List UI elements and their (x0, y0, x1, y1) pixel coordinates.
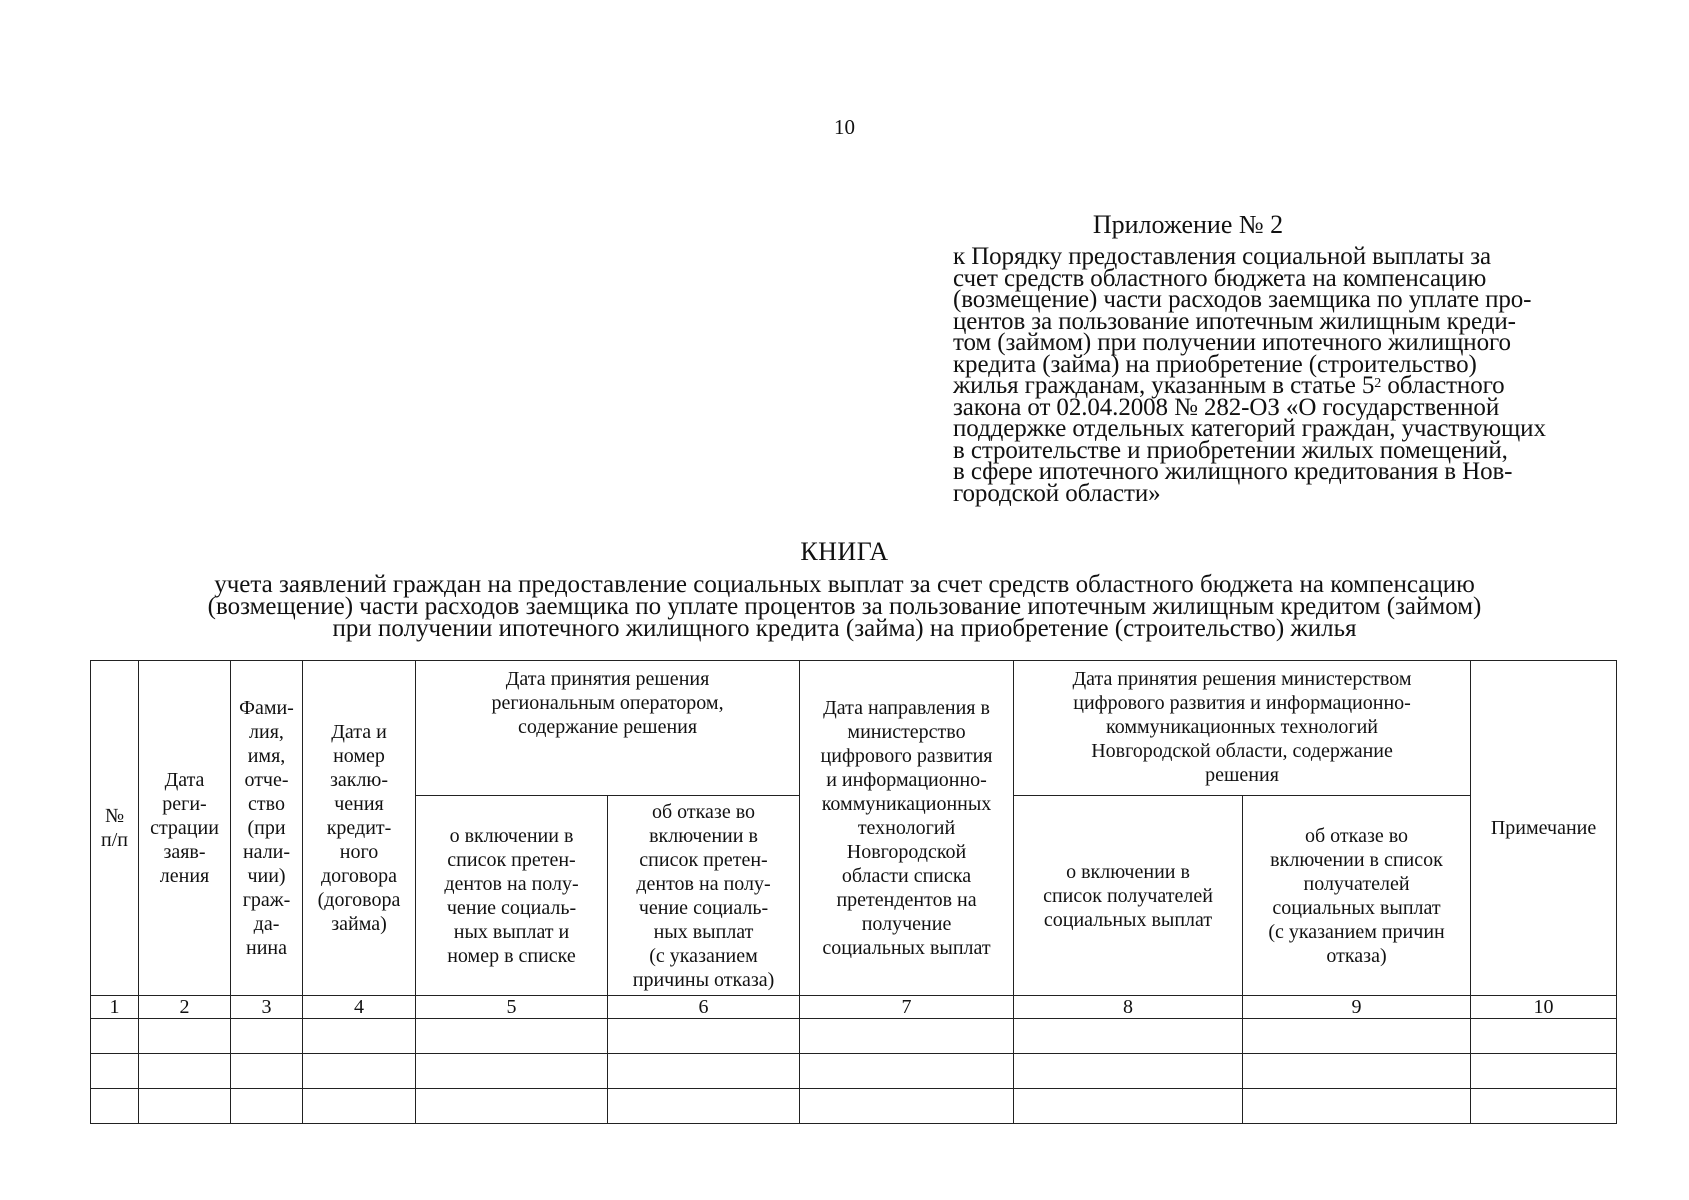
table-cell (1014, 1089, 1243, 1124)
table-cell (1014, 1019, 1243, 1054)
table-cell (91, 1089, 139, 1124)
table-cell (800, 1019, 1014, 1054)
table-cell (303, 1054, 416, 1089)
table-row (91, 1054, 1617, 1089)
superscript: 2 (1374, 376, 1382, 391)
table-cell (139, 1089, 231, 1124)
table-cell (231, 1019, 303, 1054)
column-number: 5 (416, 996, 608, 1019)
appendix-line: счет средств областного бюджета на компенсацию (953, 264, 1487, 292)
appendix-line: в сфере ипотечного жилищного кредитования в Нов- (953, 458, 1513, 485)
table-cell (1471, 1019, 1617, 1054)
column-number: 8 (1014, 996, 1243, 1019)
column-number: 6 (608, 996, 800, 1019)
book-subtitle-line: (возмещение) части расходов заемщика по уплате процентов за пользование ипотечным жилищным кредитом (займом) (207, 593, 1482, 620)
table-cell (1471, 1054, 1617, 1089)
page-number: 10 (834, 115, 855, 139)
table-row (91, 1089, 1617, 1124)
table-cell (303, 1019, 416, 1054)
table-cell (1243, 1089, 1471, 1124)
register-table (90, 660, 1617, 1124)
header-registration-date: Дата реги- страции заяв- ления (139, 661, 231, 996)
table-cell (231, 1054, 303, 1089)
appendix-title: Приложение № 2 (1092, 210, 1284, 239)
table-row (91, 1019, 1617, 1054)
appendix-line: городской области» (953, 479, 1161, 507)
table-cell (1243, 1054, 1471, 1089)
table-cell (800, 1089, 1014, 1124)
header-note: Примечание (1471, 661, 1617, 996)
table-cell (91, 1054, 139, 1089)
book-subtitle (0, 571, 1689, 642)
table-cell (416, 1019, 608, 1054)
header-ministry-inclusion: о включении в список получателей социальных выплат (1014, 796, 1243, 996)
table-cell (416, 1089, 608, 1124)
appendix-text (953, 243, 1613, 507)
appendix-line: центов за пользование ипотечным жилищным креди- (953, 307, 1516, 335)
table-cell (608, 1019, 800, 1054)
column-number-row (91, 996, 1617, 1019)
book-subtitle-line: учета заявлений граждан на предоставление социальных выплат за счет средств областного бюджета на компенсацию (214, 571, 1475, 598)
table-cell (139, 1019, 231, 1054)
header-ministry-refusal: об отказе во включении в список получателей социальных выплат (с указанием причин отказа) (1243, 796, 1471, 996)
column-number: 3 (231, 996, 303, 1019)
table-cell (1471, 1089, 1617, 1124)
appendix-line: (возмещение) части расходов заемщика по уплате про- (953, 286, 1532, 313)
table-cell (231, 1089, 303, 1124)
table-cell (91, 1019, 139, 1054)
table-cell (139, 1054, 231, 1089)
table-cell (800, 1054, 1014, 1089)
column-number: 7 (800, 996, 1014, 1019)
appendix-line: поддержке отдельных категорий граждан, участвующих (953, 415, 1546, 442)
appendix-line-text: жилья гражданам, указанным в статье 5 (953, 372, 1375, 399)
column-number: 1 (91, 996, 139, 1019)
appendix-line: в строительстве и приобретении жилых помещений, (953, 436, 1508, 464)
book-title: КНИГА (800, 537, 889, 566)
table-cell (303, 1089, 416, 1124)
column-number: 4 (303, 996, 416, 1019)
header-credit-contract: Дата и номер заклю- чения кредит- ного договора (договора займа) (303, 661, 416, 996)
header-ministry-decision: Дата принятия решения министерством цифрового развития и информационно- коммуникационных технологий Новгородской области, содержание решения (1014, 661, 1471, 796)
column-number: 9 (1243, 996, 1471, 1019)
header-regional-inclusion: о включении в список претен- дентов на полу- чение социаль- ных выплат и номер в списке (416, 796, 608, 996)
header-regional-refusal: об отказе во включении в список претен- дентов на полу- чение социаль- ных выплат (с указанием причины отказа) (608, 796, 800, 996)
header-ministry-submission-date: Дата направления в министерство цифрового развития и информационно- коммуникационных технологий Новгородской области списка претендентов на получение социальных выплат (800, 661, 1014, 996)
column-number: 10 (1471, 996, 1617, 1019)
appendix-line-text: областного (1381, 372, 1505, 399)
appendix-line: закона от 02.04.2008 № 282-ОЗ «О государственной (953, 393, 1500, 421)
table-cell (416, 1054, 608, 1089)
table-cell (608, 1089, 800, 1124)
appendix-line: кредита (займа) на приобретение (строительство) (953, 350, 1477, 378)
appendix-line: к Порядку предоставления социальной выплаты за (953, 243, 1491, 270)
header-citizen-name: Фами- лия, имя, отче- ство (при нали- чии) граж- да- нина (231, 661, 303, 996)
table-cell (1243, 1019, 1471, 1054)
header-number: № п/п (91, 661, 139, 996)
book-subtitle-line: при получении ипотечного жилищного кредита (займа) на приобретение (строительство) жилья (332, 615, 1357, 642)
column-number: 2 (139, 996, 231, 1019)
header-regional-operator-decision: Дата принятия решения региональным оператором, содержание решения (416, 661, 800, 796)
appendix-line: том (займом) при получении ипотечного жилищного (953, 329, 1511, 356)
table-cell (1014, 1054, 1243, 1089)
table-cell (608, 1054, 800, 1089)
appendix-block (953, 210, 1613, 507)
